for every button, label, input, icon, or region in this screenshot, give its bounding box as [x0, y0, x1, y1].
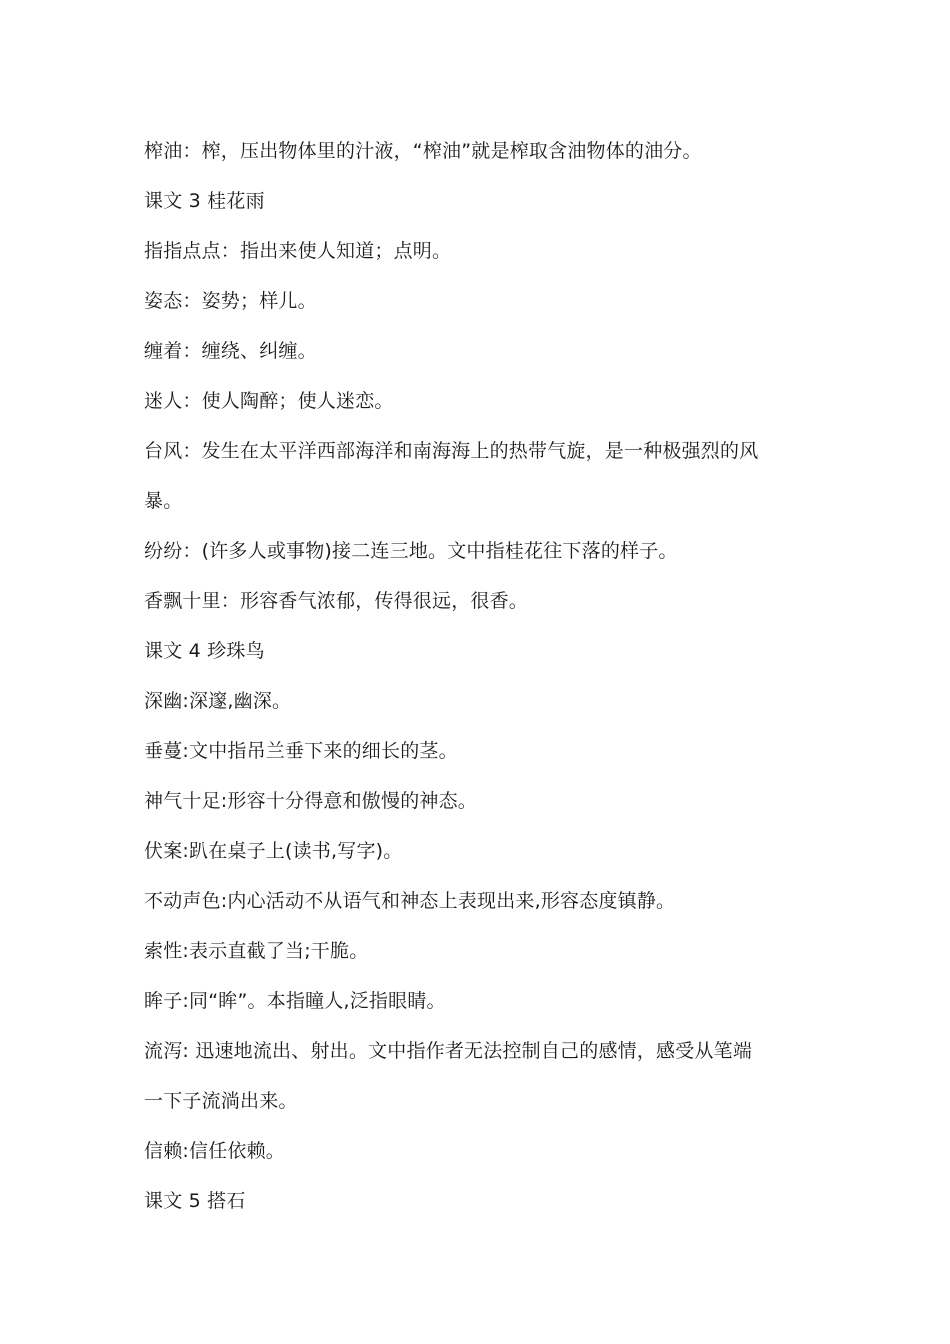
section-heading: 课文 4 珍珠鸟 [144, 640, 265, 662]
text-line: 姿态：姿势；样儿。 [144, 290, 317, 312]
text-line: 垂蔓:文中指吊兰垂下来的细长的茎。 [144, 740, 458, 762]
section-heading: 课文 3 桂花雨 [144, 190, 265, 212]
text-line: 流泻: 迅速地流出、射出。文中指作者无法控制自己的感情，感受从笔端 [144, 1040, 753, 1062]
text-line: 索性:表示直截了当;干脆。 [144, 940, 369, 962]
text-line: 暴。 [144, 490, 183, 512]
text-line: 一下子流淌出来。 [144, 1090, 298, 1112]
text-line: 指指点点：指出来使人知道；点明。 [144, 240, 452, 262]
text-line: 不动声色:内心活动不从语气和神态上表现出来,形容态度镇静。 [144, 890, 676, 912]
text-line: 台风：发生在太平洋西部海洋和南海海上的热带气旋，是一种极强烈的风 [144, 440, 759, 462]
text-line: 迷人：使人陶醉；使人迷恋。 [144, 390, 394, 412]
text-line: 榨油：榨，压出物体里的汁液，“榨油”就是榨取含油物体的油分。 [144, 140, 702, 162]
document-body [144, 126, 814, 1226]
text-line: 伏案:趴在桌子上(读书,写字)。 [144, 840, 403, 862]
text-line: 眸子:同“眸”。本指瞳人,泛指眼睛。 [144, 990, 446, 1012]
text-line: 缠着：缠绕、纠缠。 [144, 340, 317, 362]
text-line: 纷纷：(许多人或事物)接二连三地。文中指桂花往下落的样子。 [144, 540, 678, 562]
text-line: 深幽:深邃,幽深。 [144, 690, 292, 712]
text-line: 信赖:信任依赖。 [144, 1140, 286, 1162]
text-line: 神气十足:形容十分得意和傲慢的神态。 [144, 790, 478, 812]
section-heading: 课文 5 搭石 [144, 1190, 246, 1212]
text-line: 香飘十里：形容香气浓郁，传得很远，很香。 [144, 590, 529, 612]
